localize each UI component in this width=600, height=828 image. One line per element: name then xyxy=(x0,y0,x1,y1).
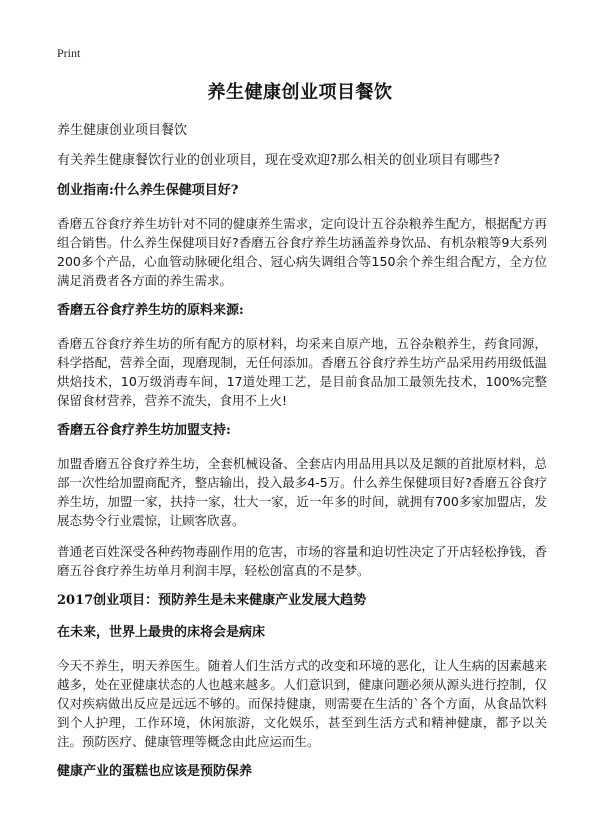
section-paragraph: 今天不养生，明天养医生。随着人们生活方式的改变和环境的恶化，让人生病的因素越来越多，处在亚健康状态的人也越来越多。人们意识到，健康问题必须从源头进行控制，仅仅对疾病做出反应是远远不够的。而保持健康，则需要在生活的`各个方面，从食品饮料到个人护理，工作环境，休闲旅游，文化娱乐，甚至到生活方式和精神健康，都予以关注。预防医疗、健康管理等概念由此应运而生。 xyxy=(57,658,547,749)
section-paragraph: 普通老百姓深受各种药物毒副作用的危害，市场的容量和迫切性决定了开店轻松挣钱，香磨五谷食疗养生坊单月利润丰厚，轻松创富真的不是梦。 xyxy=(57,544,547,578)
document-title: 养生健康创业项目餐饮 xyxy=(207,82,393,103)
section-paragraph: 香磨五谷食疗养生坊的所有配方的原材料，均采来自原产地，五谷杂粮养生，药食同源，科学搭配，营养全面，现磨现制，无任何添加。香磨五谷食疗养生坊产品采用药用级低温烘焙技术，10万级消毒车间，17道处理工艺，是目前食品加工最领先技术，100%完整保留食材营养，营养不流失，食用不上火! xyxy=(57,336,547,408)
intro-paragraph: 有关养生健康餐饮行业的创业项目，现在受欢迎?那么相关的创业项目有哪些? xyxy=(57,153,500,168)
document-body xyxy=(57,122,547,795)
document-subtitle: 养生健康创业项目餐饮 xyxy=(57,123,188,138)
section-heading: 创业指南:什么养生保健项目好? xyxy=(57,183,239,198)
section-heading: 健康产业的蛋糕也应该是预防保养 xyxy=(57,764,253,779)
print-label[interactable]: Print xyxy=(57,46,81,60)
section-heading: 香磨五谷食疗养生坊加盟支持: xyxy=(57,423,231,438)
section-heading: 在未来，世界上最贵的床将会是病床 xyxy=(57,625,266,640)
section-heading: 香磨五谷食疗养生坊的原料来源: xyxy=(57,303,244,318)
section-paragraph: 香磨五谷食疗养生坊针对不同的健康养生需求，定向设计五谷杂粮养生配方，根据配方再组合销售。什么养生保健项目好?香磨五谷食疗养生坊涵盖养身饮品、有机杂粮等9大系列200多个产品，心血管动脉硬化组合、冠心病失调组合等150余个养生组合配方，全方位满足消费者各方面的养生需求。 xyxy=(57,216,547,288)
section-paragraph: 加盟香磨五谷食疗养生坊，全套机械设备、全套店内用品用具以及足额的首批原材料，总部一次性给加盟商配齐，整店输出，投入最多4-5万。什么养生保健项目好?香磨五谷食疗养生坊，加盟一家，扶持一家，壮大一家，近一年多的时间，就拥有700多家加盟店，发展态势令行业震惊，让顾客欣喜。 xyxy=(57,456,547,528)
section-heading: 2017创业项目：预防养生是未来健康产业发展大趋势 xyxy=(57,593,367,608)
